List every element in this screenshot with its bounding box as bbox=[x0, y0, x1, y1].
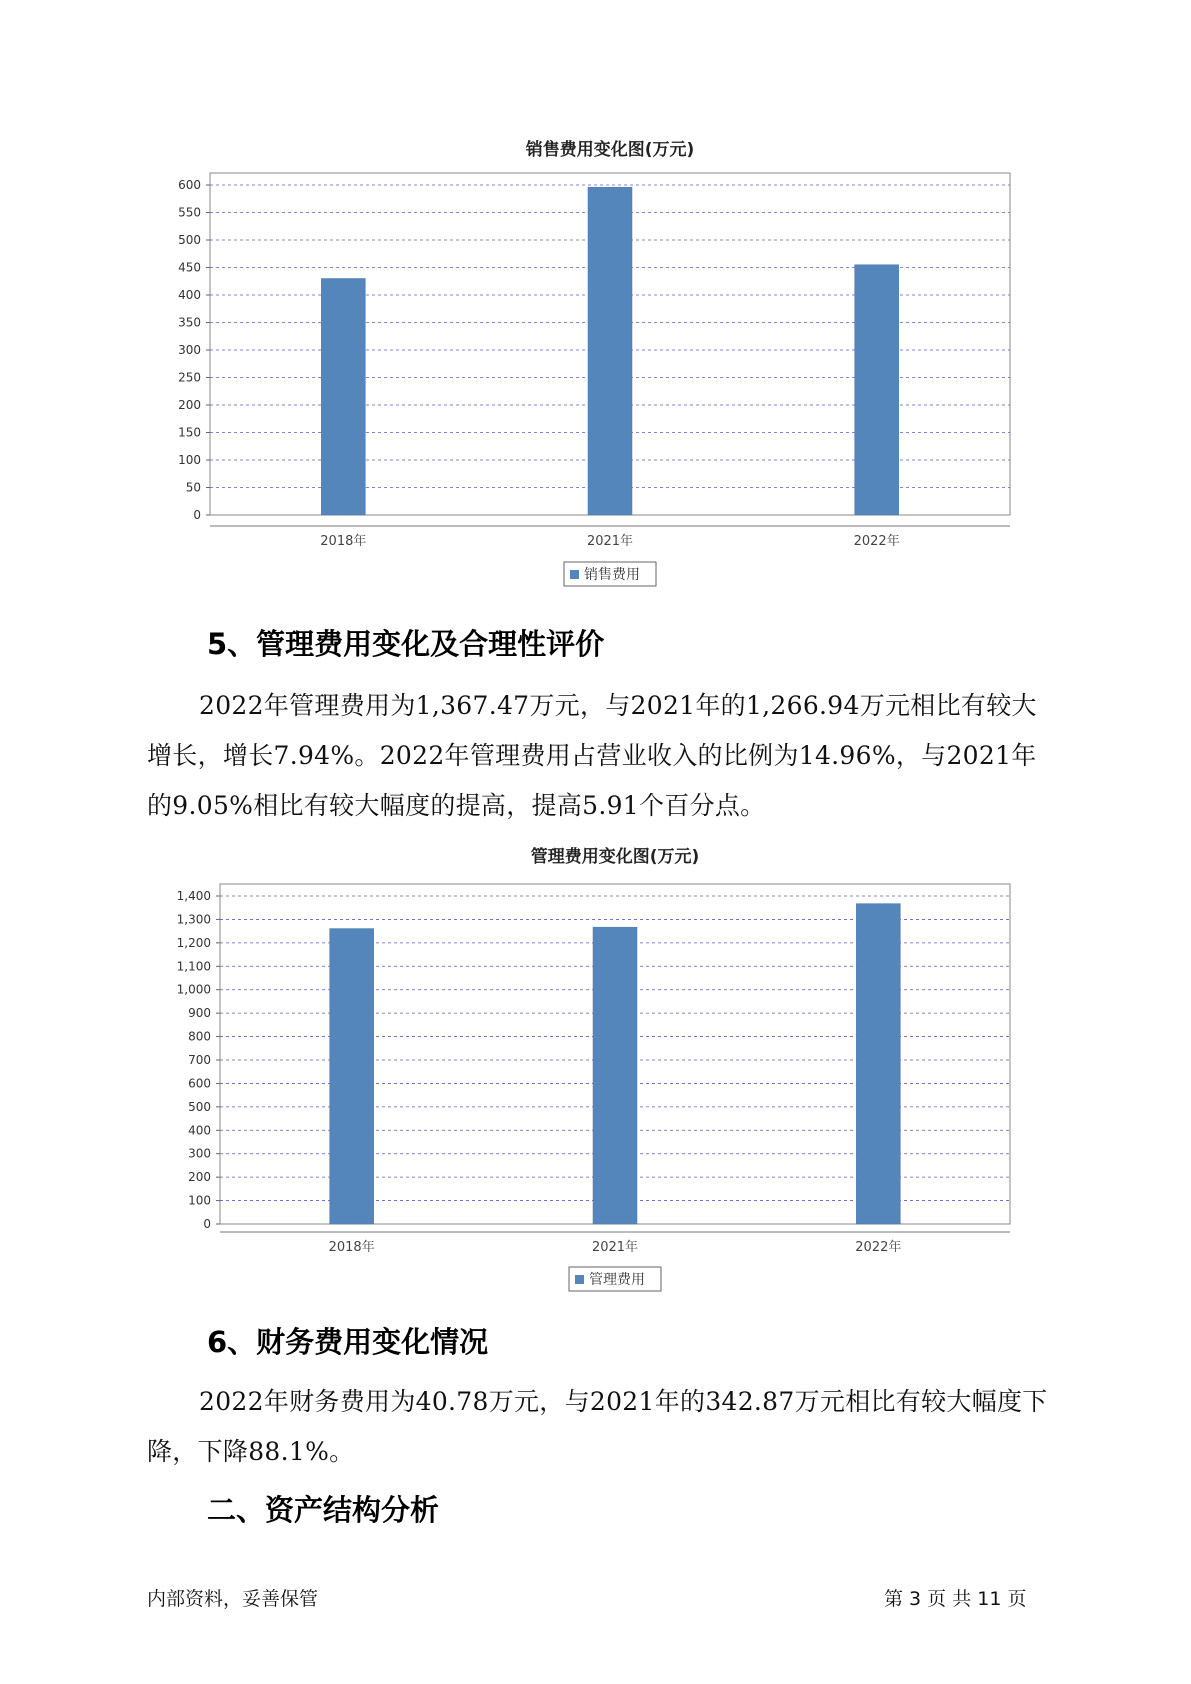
footer-left: 内部资料，妥善保管 bbox=[147, 1588, 319, 1610]
x-tick-label: 2021年 bbox=[591, 1240, 639, 1255]
y-tick-label: 500 bbox=[178, 233, 201, 247]
y-tick-label: 1,100 bbox=[176, 959, 211, 974]
y-tick-label: 200 bbox=[178, 398, 201, 412]
y-tick-label: 900 bbox=[188, 1006, 211, 1021]
y-tick-label: 50 bbox=[185, 480, 201, 495]
mgmt-expense-chart bbox=[0, 830, 1191, 1300]
y-tick-label: 150 bbox=[178, 425, 201, 440]
legend-swatch bbox=[575, 1275, 584, 1284]
mgmt-expense-paragraph: 2022年管理费用为1,367.47万元，与2021年的1,266.94万元相比有较大增长，增长7.94%。2022年管理费用占营业收入的比例为14.96%，与2021年的9.05%相比有较大幅度的提高，提高5.91个百分点。 bbox=[147, 691, 1037, 820]
bar-2018年 bbox=[330, 929, 374, 1224]
y-tick-label: 450 bbox=[178, 260, 201, 275]
footer-page-number: 第 3 页 共 11 页 bbox=[884, 1588, 1027, 1610]
chart-legend bbox=[569, 1267, 661, 1291]
y-tick-label: 250 bbox=[178, 370, 201, 385]
y-tick-label: 550 bbox=[178, 205, 201, 220]
y-tick-label: 300 bbox=[178, 343, 201, 357]
y-tick-label: 400 bbox=[178, 288, 201, 302]
y-tick-label: 700 bbox=[188, 1053, 211, 1067]
x-tick-label: 2021年 bbox=[586, 534, 634, 549]
y-tick-label: 600 bbox=[178, 178, 201, 192]
y-tick-label: 0 bbox=[203, 1217, 211, 1231]
mgmt-expense-chart-svg bbox=[0, 830, 1191, 1300]
sales-expense-chart-svg bbox=[0, 120, 1191, 583]
y-tick-label: 200 bbox=[188, 1170, 211, 1185]
y-tick-label: 800 bbox=[188, 1029, 211, 1044]
x-tick-label: 2018年 bbox=[328, 1240, 375, 1255]
bar-2022年 bbox=[856, 904, 900, 1224]
chart-legend bbox=[564, 562, 656, 586]
x-tick-label: 2022年 bbox=[853, 534, 900, 549]
bar-2021年 bbox=[593, 927, 637, 1224]
y-tick-label: 1,000 bbox=[176, 982, 211, 997]
y-tick-label: 1,200 bbox=[176, 935, 211, 950]
x-tick-label: 2018年 bbox=[320, 534, 367, 549]
chart-title: 销售费用变化图(万元) bbox=[525, 140, 695, 160]
y-tick-label: 100 bbox=[178, 453, 201, 467]
x-tick-label: 2022年 bbox=[855, 1240, 902, 1255]
bar-2018年 bbox=[321, 279, 365, 516]
y-tick-label: 500 bbox=[188, 1099, 211, 1114]
bar-2021年 bbox=[588, 187, 632, 515]
asset-structure-heading: 二、资产结构分析 bbox=[207, 1493, 440, 1527]
y-tick-label: 300 bbox=[188, 1146, 211, 1161]
legend-label: 销售费用 bbox=[584, 567, 640, 583]
fin-expense-paragraph: 2022年财务费用为40.78万元，与2021年的342.87万元相比有较大幅度下降，下降88.1%。 bbox=[147, 1387, 1048, 1466]
legend-label: 管理费用 bbox=[589, 1272, 645, 1288]
y-tick-label: 100 bbox=[188, 1193, 211, 1208]
chart-title: 管理费用变化图(万元) bbox=[530, 847, 700, 867]
legend-swatch bbox=[570, 570, 579, 579]
y-tick-label: 0 bbox=[193, 508, 201, 522]
y-tick-label: 350 bbox=[178, 315, 201, 330]
y-tick-label: 600 bbox=[188, 1076, 211, 1091]
mgmt-expense-heading: 5、管理费用变化及合理性评价 bbox=[207, 627, 605, 661]
y-tick-label: 1,400 bbox=[176, 889, 211, 903]
sales-expense-chart bbox=[0, 120, 1191, 583]
bar-2022年 bbox=[855, 265, 899, 515]
y-tick-label: 400 bbox=[188, 1123, 211, 1138]
y-tick-label: 1,300 bbox=[176, 912, 211, 927]
fin-expense-heading: 6、财务费用变化情况 bbox=[207, 1325, 489, 1359]
